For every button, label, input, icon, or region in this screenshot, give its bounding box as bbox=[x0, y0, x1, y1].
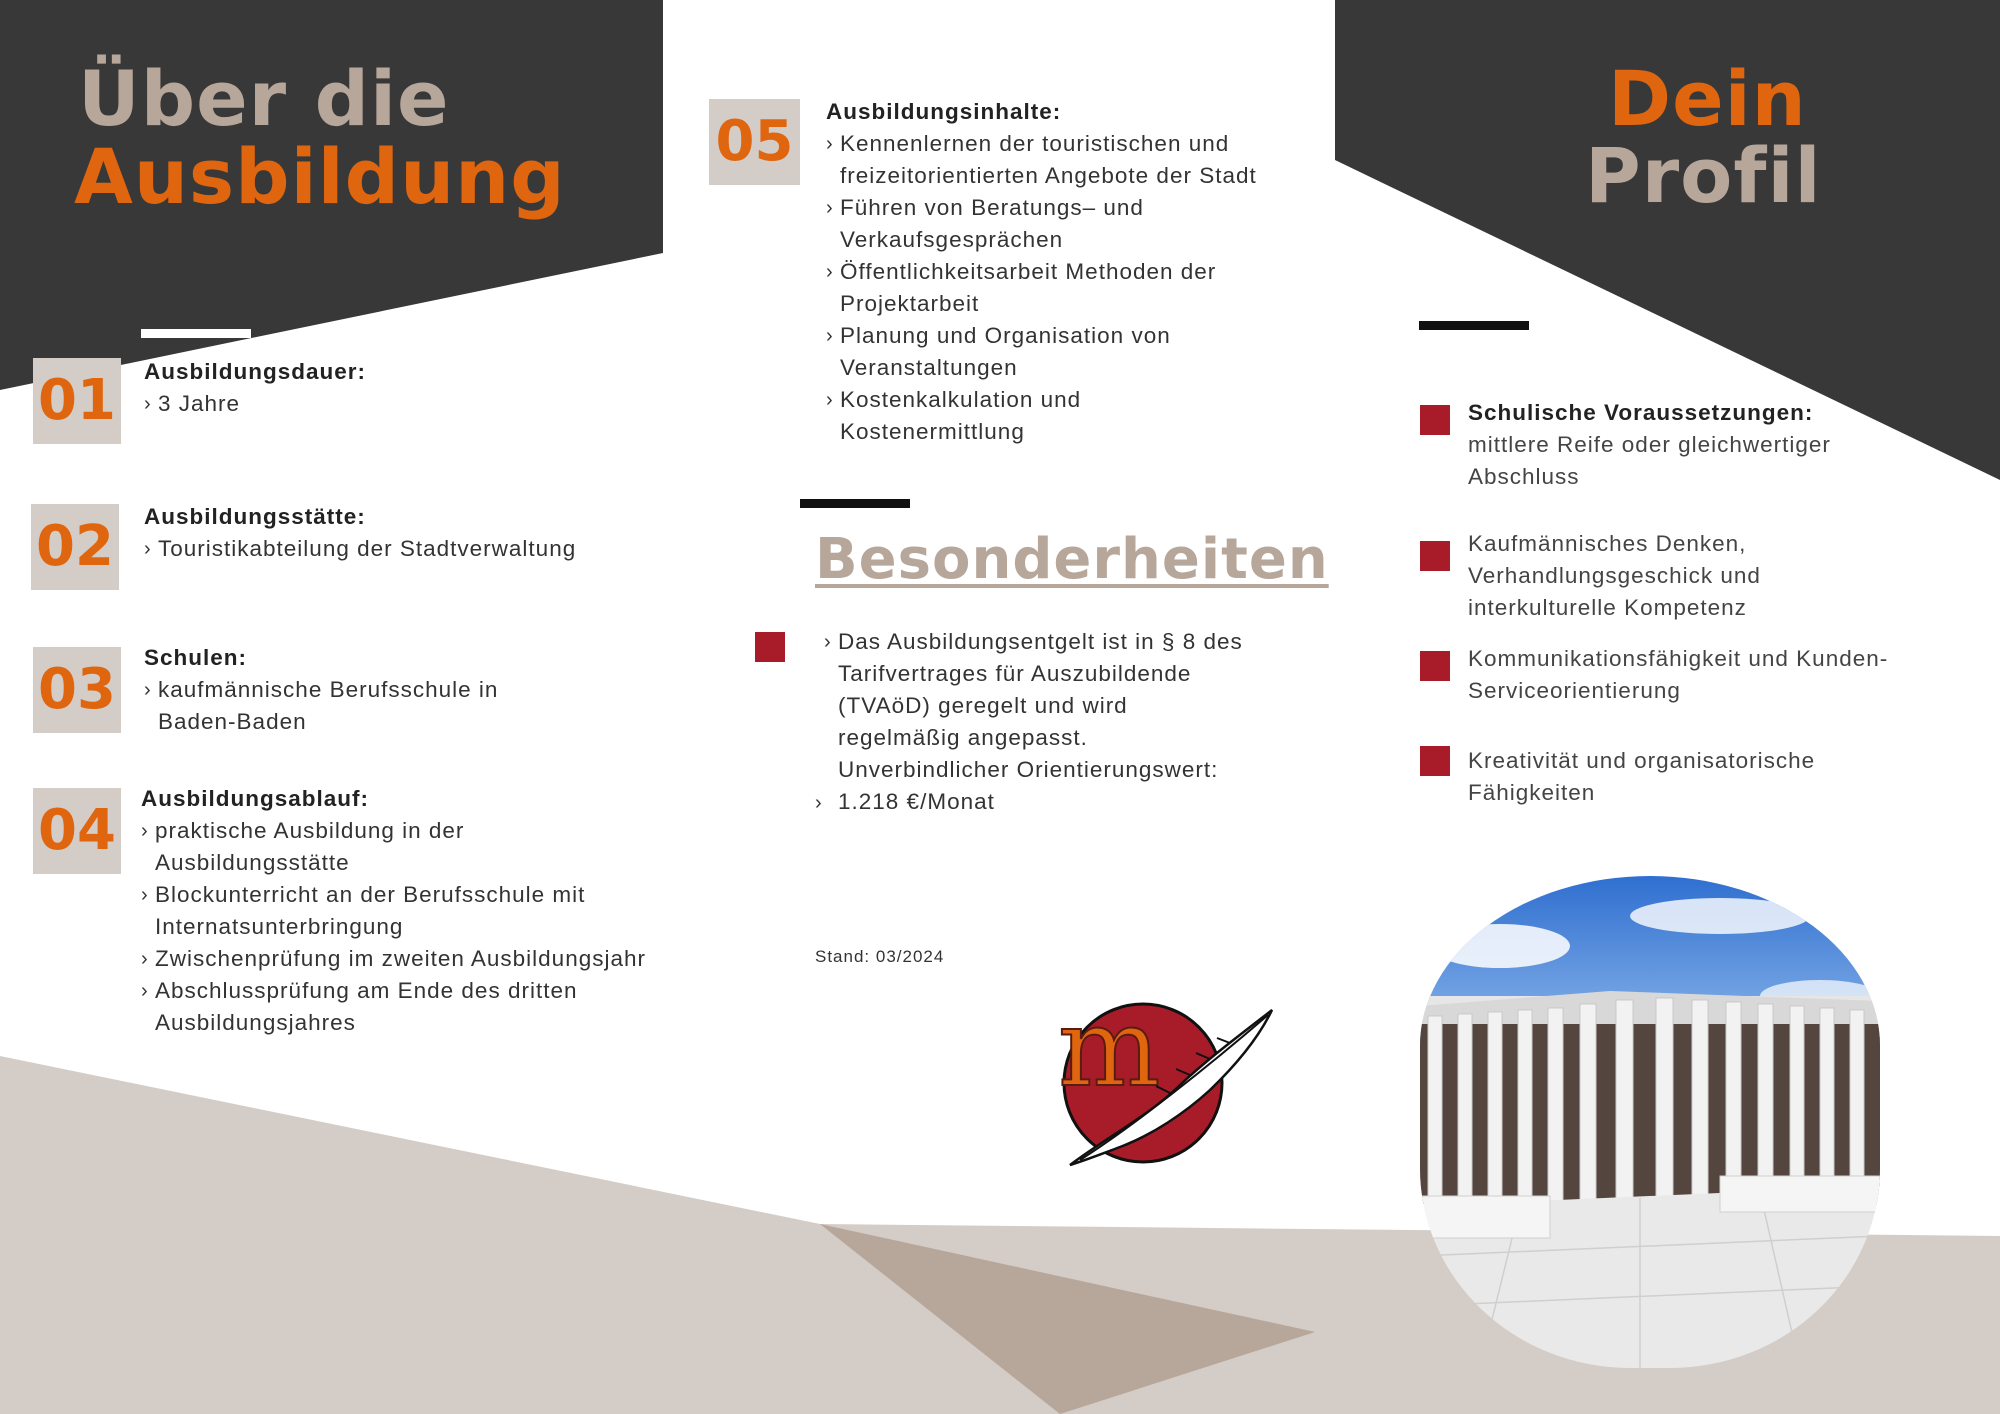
section-heading: Ausbildungsstätte: bbox=[144, 504, 366, 529]
section-heading: Ausbildungsablauf: bbox=[141, 786, 369, 811]
profile-skill: Kommunikationsfähigkeit und Kunden-Serviceorientierung bbox=[1468, 646, 1889, 703]
besonderheiten-text: › Das Ausbildungsentgelt ist in § 8 des Tarifvertrages für Auszubildende (TVAöD) geregelt und wird regelmäßig angepasst. Unverbindlicher Orientierungswert: bbox=[824, 629, 1243, 782]
besonderheiten-title: Besonderheiten bbox=[815, 527, 1329, 592]
list-item: › praktische Ausbildung in der Ausbildungsstätte bbox=[141, 818, 465, 875]
section-heading: Ausbildungsinhalte: bbox=[826, 99, 1062, 124]
section-process bbox=[141, 783, 661, 1039]
requirements-heading: Schulische Voraussetzungen: bbox=[1468, 400, 1814, 425]
list-item: › kaufmännische Berufsschule in Baden-Baden bbox=[144, 677, 499, 734]
section-number-05: 05 bbox=[709, 99, 800, 185]
divider-bar bbox=[800, 499, 910, 508]
profile-requirements bbox=[1468, 397, 1928, 493]
section-number-04: 04 bbox=[33, 788, 121, 874]
bullet-square bbox=[755, 632, 785, 662]
divider-bar bbox=[141, 329, 251, 338]
logo bbox=[1040, 995, 1280, 1175]
section-location bbox=[144, 501, 664, 565]
list-item: › Kennenlernen der touristischen und freizeitorientierten Angebote der Stadt bbox=[826, 131, 1257, 188]
list-item: › Blockunterricht an der Berufsschule mit Internatsunterbringung bbox=[141, 882, 586, 939]
divider-bar bbox=[1419, 321, 1529, 330]
requirements-text: mittlere Reife oder gleichwertiger Abschluss bbox=[1468, 432, 1831, 489]
salary-line: › 1.218 €/Monat bbox=[815, 789, 995, 814]
profile-skill: Kreativität und organisatorische Fähigkeiten bbox=[1468, 748, 1816, 805]
section-heading: Schulen: bbox=[144, 645, 248, 670]
bullet-square bbox=[1420, 746, 1450, 776]
list-item: › Zwischenprüfung im zweiten Ausbildungsjahr bbox=[141, 946, 646, 971]
list-item: › Planung und Organisation von Veranstaltungen bbox=[826, 323, 1171, 380]
list-item: › 3 Jahre bbox=[144, 391, 241, 416]
right-title-line1: Dein bbox=[1608, 54, 1807, 143]
building-photo bbox=[1420, 876, 1880, 1368]
list-item: › Führen von Beratungs– und Verkaufsgesprächen bbox=[826, 195, 1144, 252]
bullet-square bbox=[1420, 405, 1450, 435]
section-number-01: 01 bbox=[33, 358, 121, 444]
list-item: › Kostenkalkulation und Kostenermittlung bbox=[826, 387, 1082, 444]
section-number-03: 03 bbox=[33, 647, 121, 733]
bullet-square bbox=[1420, 541, 1450, 571]
bullet-square bbox=[1420, 651, 1450, 681]
section-duration bbox=[144, 356, 644, 420]
left-title-line2: Ausbildung bbox=[74, 132, 566, 221]
list-item: › Touristikabteilung der Stadtverwaltung bbox=[144, 536, 577, 561]
section-schools bbox=[144, 642, 554, 738]
section-number-02: 02 bbox=[31, 504, 119, 590]
section-contents bbox=[826, 96, 1266, 448]
section-heading: Ausbildungsdauer: bbox=[144, 359, 367, 384]
logo-letter: m bbox=[1058, 995, 1161, 1111]
logo-graphic bbox=[1040, 995, 1280, 1175]
stand-date: Stand: 03/2024 bbox=[815, 947, 945, 966]
right-title-line2: Profil bbox=[1585, 131, 1822, 220]
left-title-line1: Über die bbox=[78, 54, 450, 143]
profile-skill: Kaufmännisches Denken, Verhandlungsgeschick und interkulturelle Kompetenz bbox=[1468, 531, 1761, 620]
list-item: › Abschlussprüfung am Ende des dritten Ausbildungsjahres bbox=[141, 978, 578, 1035]
list-item: › Öffentlichkeitsarbeit Methoden der Projektarbeit bbox=[826, 259, 1217, 316]
